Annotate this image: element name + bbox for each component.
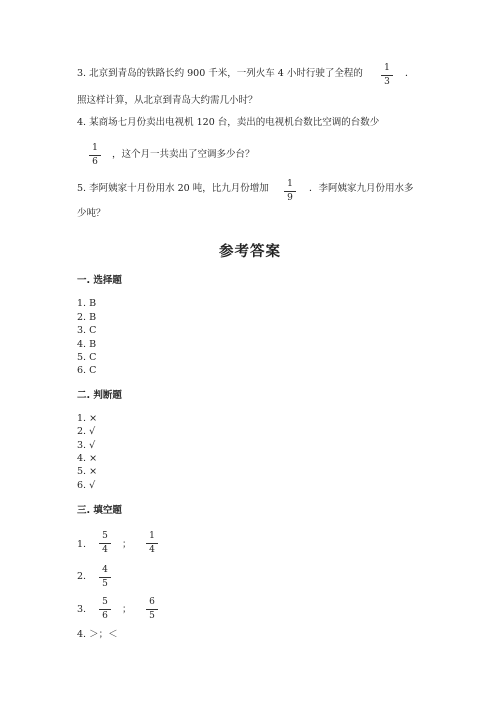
numerator: 4 <box>102 565 108 575</box>
judge-answer: 1. × <box>77 413 98 424</box>
denominator: 5 <box>102 579 108 589</box>
q5-line2: 少吨？ <box>77 208 106 219</box>
choice-answer: 1. B <box>77 298 97 309</box>
fill-2-fraction <box>98 566 112 589</box>
q5-fraction <box>283 180 297 203</box>
numerator: 6 <box>149 597 155 607</box>
q5-frac-denominator: 9 <box>287 193 293 203</box>
fraction-bar <box>146 609 158 610</box>
numerator: 5 <box>102 597 108 607</box>
judge-answer: 3. √ <box>77 440 96 451</box>
q5-line1: 5. 李阿姨家十月份用水 20 吨，比九月份增加 <box>77 183 269 194</box>
choice-answer: 5. C <box>77 352 97 363</box>
choice-answer: 4. B <box>77 339 97 350</box>
judge-answer: 5. × <box>77 466 98 477</box>
q3-fraction <box>380 64 394 87</box>
fill-3-fraction-a <box>98 598 112 621</box>
fill-1-fraction-b <box>145 532 159 555</box>
section-fill-heading: 三. 填空题 <box>77 505 122 516</box>
fill-answer-number: 3. <box>77 604 87 615</box>
judge-answer: 6. √ <box>77 480 96 491</box>
judge-answer: 4. × <box>77 453 98 464</box>
choice-answer: 6. C <box>77 365 97 376</box>
choice-answer: 2. B <box>77 312 97 323</box>
denominator: 4 <box>102 545 108 555</box>
denominator: 4 <box>149 545 155 555</box>
fraction-bar <box>381 75 393 76</box>
fraction-bar <box>99 577 111 578</box>
q5-frac-numerator: 1 <box>287 179 293 189</box>
q5-line1-continued: ．李阿姨家九月份用水多 <box>309 183 414 194</box>
fraction-bar <box>99 609 111 610</box>
numerator: 5 <box>102 531 108 541</box>
q4-frac-numerator: 1 <box>92 143 98 153</box>
q3-frac-denominator: 3 <box>384 77 390 87</box>
fill-separator: ； <box>122 539 132 550</box>
denominator: 5 <box>149 611 155 621</box>
q3-frac-numerator: 1 <box>384 63 390 73</box>
choice-answer: 3. C <box>77 325 97 336</box>
q3-line1: 3. 北京到青岛的铁路长约 900 千米，一列火车 4 小时行驶了全程的 <box>77 68 363 79</box>
fill-answer-number: 2. <box>77 571 87 582</box>
fraction-bar <box>146 543 158 544</box>
fraction-bar <box>284 191 296 192</box>
q3-line1-tail: ． <box>405 68 415 79</box>
section-judge-heading: 二. 判断题 <box>77 390 122 401</box>
fill-answer-4: 4. ＞；＜ <box>77 629 118 640</box>
judge-answer: 2. √ <box>77 426 96 437</box>
answer-title: 参考答案 <box>219 243 281 260</box>
section-choice-heading: 一. 选择题 <box>77 275 122 286</box>
fraction-bar <box>99 543 111 544</box>
denominator: 6 <box>102 611 108 621</box>
q4-fraction <box>88 144 102 167</box>
fill-answer-number: 1. <box>77 539 87 550</box>
q3-line2: 照这样计算，从北京到青岛大约需几小时？ <box>77 95 258 106</box>
q4-line2: ，这个月一共卖出了空调多少台？ <box>112 149 255 160</box>
fill-separator: ； <box>122 604 132 615</box>
fraction-bar <box>89 155 101 156</box>
fill-1-fraction-a <box>98 532 112 555</box>
q4-line1: 4. 某商场七月份卖出电视机 120 台，卖出的电视机台数比空调的台数少 <box>77 117 380 128</box>
q4-frac-denominator: 6 <box>92 157 98 167</box>
numerator: 1 <box>149 531 155 541</box>
fill-3-fraction-b <box>145 598 159 621</box>
